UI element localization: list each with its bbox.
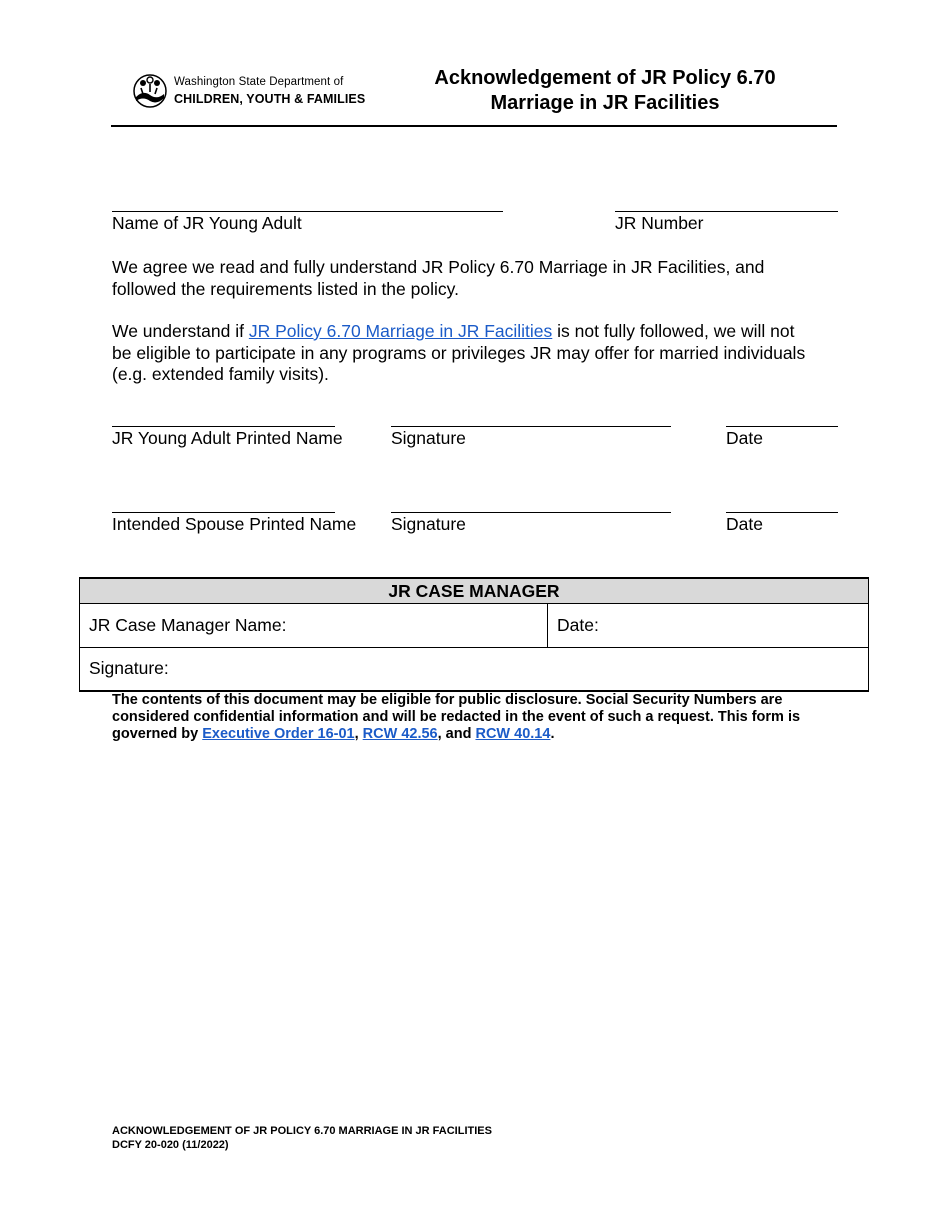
young-adult-date-label: Date	[726, 428, 763, 448]
executive-order-link[interactable]: Executive Order 16-01	[202, 726, 355, 742]
case-manager-date-cell[interactable]	[548, 604, 869, 648]
agency-name-line1: Washington State Department of	[174, 76, 344, 88]
young-adult-name-label: Name of JR Young Adult	[112, 213, 302, 233]
title-line-1: Acknowledgement of JR Policy 6.70	[434, 67, 776, 89]
spouse-signature-field[interactable]	[391, 512, 671, 513]
footer-form-title: ACKNOWLEDGEMENT OF JR POLICY 6.70 MARRIAGE IN JR FACILITIES	[112, 1125, 492, 1137]
young-adult-printed-name-field[interactable]	[112, 426, 335, 427]
understanding-paragraph	[112, 321, 812, 386]
case-manager-table	[79, 577, 869, 692]
case-manager-date-label: Date:	[557, 615, 599, 635]
case-manager-header: JR CASE MANAGER	[80, 578, 869, 604]
rcw-40-14-link[interactable]: RCW 40.14	[475, 726, 551, 742]
agreement-paragraph: We agree we read and fully understand JR Policy 6.70 Marriage in JR Facilities, and followed the requirements listed in the policy.	[112, 257, 765, 299]
young-adult-date-field[interactable]	[726, 426, 838, 427]
case-manager-name-cell[interactable]	[80, 604, 548, 648]
header-divider	[111, 125, 837, 127]
title-line-2: Marriage in JR Facilities	[490, 92, 720, 114]
form-footer	[112, 1124, 492, 1152]
young-adult-signature-label: Signature	[391, 428, 466, 448]
disclosure-sep-2: , and	[437, 726, 476, 742]
footer-form-number: DCFY 20-020 (11/2022)	[112, 1139, 229, 1151]
spouse-date-label: Date	[726, 514, 763, 534]
spouse-signature-label: Signature	[391, 514, 466, 534]
public-disclosure-notice	[112, 692, 852, 743]
case-manager-signature-label: Signature:	[89, 658, 169, 679]
rcw-42-56-link[interactable]: RCW 42.56	[362, 726, 438, 742]
jr-number-field[interactable]	[615, 211, 838, 212]
case-manager-name-label: JR Case Manager Name:	[89, 615, 287, 635]
spouse-date-field[interactable]	[726, 512, 838, 513]
young-adult-printed-name-label: JR Young Adult Printed Name	[112, 428, 343, 448]
policy-link[interactable]: JR Policy 6.70 Marriage in JR Facilities	[248, 321, 553, 341]
para2-after: is not fully followed, we will not be eligible to participate in any programs or privileges JR may offer for married individuals (e.g. extended family visits).	[112, 321, 806, 384]
agency-logo	[133, 70, 366, 112]
young-adult-name-field[interactable]	[112, 211, 503, 212]
jr-number-label: JR Number	[615, 213, 704, 233]
agency-name-line2: CHILDREN, YOUTH & FAMILIES	[174, 92, 366, 106]
spouse-printed-name-field[interactable]	[112, 512, 335, 513]
para2-before: We understand if	[112, 321, 249, 341]
disclosure-end: .	[550, 726, 555, 742]
spouse-printed-name-label: Intended Spouse Printed Name	[112, 514, 357, 534]
case-manager-signature-cell[interactable]	[80, 648, 869, 691]
document-title	[395, 66, 815, 116]
disclosure-text: The contents of this document may be eligible for public disclosure. Social Security Numbers are considered confidential information and will be redacted in the event of such a request. This form is governed by	[112, 692, 801, 742]
young-adult-signature-field[interactable]	[391, 426, 671, 427]
disclosure-sep-1: ,	[354, 726, 363, 742]
family-logo-icon	[133, 70, 169, 110]
